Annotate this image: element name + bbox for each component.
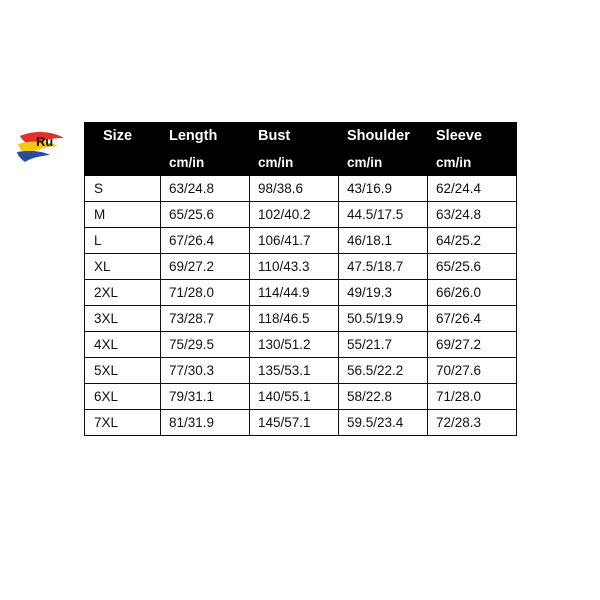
units-cell-size [85, 150, 161, 176]
cell-bust: 130/51.2 [250, 332, 339, 358]
cell-size: M [85, 202, 161, 228]
cell-bust: 114/44.9 [250, 280, 339, 306]
size-chart-table-wrapper [84, 122, 516, 436]
cell-shoulder: 49/19.3 [339, 280, 428, 306]
table-row [85, 280, 517, 306]
cell-bust: 145/57.1 [250, 410, 339, 436]
table-body [85, 176, 517, 436]
units-cell-bust: cm/in [250, 150, 339, 176]
size-chart-table [84, 122, 517, 436]
cell-bust: 110/43.3 [250, 254, 339, 280]
cell-size: L [85, 228, 161, 254]
cell-size: 6XL [85, 384, 161, 410]
table-row [85, 202, 517, 228]
cell-sleeve: 71/28.0 [428, 384, 517, 410]
cell-bust: 140/55.1 [250, 384, 339, 410]
cell-length: 81/31.9 [161, 410, 250, 436]
table-row [85, 228, 517, 254]
cell-shoulder: 46/18.1 [339, 228, 428, 254]
cell-bust: 98/38.6 [250, 176, 339, 202]
units-row [85, 150, 517, 176]
cell-length: 63/24.8 [161, 176, 250, 202]
cell-size: 2XL [85, 280, 161, 306]
cell-length: 71/28.0 [161, 280, 250, 306]
cell-sleeve: 65/25.6 [428, 254, 517, 280]
cell-length: 75/29.5 [161, 332, 250, 358]
table-row [85, 306, 517, 332]
table-row [85, 358, 517, 384]
cell-bust: 102/40.2 [250, 202, 339, 228]
cell-size: XL [85, 254, 161, 280]
column-header-bust: Bust [250, 123, 339, 150]
cell-length: 73/28.7 [161, 306, 250, 332]
cell-shoulder: 55/21.7 [339, 332, 428, 358]
cell-shoulder: 47.5/18.7 [339, 254, 428, 280]
cell-shoulder: 44.5/17.5 [339, 202, 428, 228]
units-cell-shoulder: cm/in [339, 150, 428, 176]
cell-bust: 106/41.7 [250, 228, 339, 254]
cell-shoulder: 59.5/23.4 [339, 410, 428, 436]
units-cell-sleeve: cm/in [428, 150, 517, 176]
cell-size: 4XL [85, 332, 161, 358]
cell-shoulder: 50.5/19.9 [339, 306, 428, 332]
cell-sleeve: 62/24.4 [428, 176, 517, 202]
column-header-length: Length [161, 123, 250, 150]
table-row [85, 254, 517, 280]
table-row [85, 410, 517, 436]
column-header-shoulder: Shoulder [339, 123, 428, 150]
cell-length: 67/26.4 [161, 228, 250, 254]
header-row [85, 123, 517, 150]
brand-wordmark: Ru [36, 134, 53, 149]
cell-sleeve: 66/26.0 [428, 280, 517, 306]
cell-shoulder: 43/16.9 [339, 176, 428, 202]
cell-sleeve: 70/27.6 [428, 358, 517, 384]
cell-length: 79/31.1 [161, 384, 250, 410]
cell-length: 69/27.2 [161, 254, 250, 280]
units-cell-length: cm/in [161, 150, 250, 176]
cell-size: 5XL [85, 358, 161, 384]
column-header-sleeve: Sleeve [428, 123, 517, 150]
table-row [85, 176, 517, 202]
table-head [85, 123, 517, 176]
cell-sleeve: 67/26.4 [428, 306, 517, 332]
cell-length: 65/25.6 [161, 202, 250, 228]
cell-shoulder: 56.5/22.2 [339, 358, 428, 384]
cell-sleeve: 63/24.8 [428, 202, 517, 228]
cell-sleeve: 64/25.2 [428, 228, 517, 254]
column-header-size [85, 123, 161, 150]
cell-size: S [85, 176, 161, 202]
cell-size: 3XL [85, 306, 161, 332]
cell-size: 7XL [85, 410, 161, 436]
table-row [85, 384, 517, 410]
cell-bust: 135/53.1 [250, 358, 339, 384]
cell-sleeve: 69/27.2 [428, 332, 517, 358]
cell-shoulder: 58/22.8 [339, 384, 428, 410]
cell-sleeve: 72/28.3 [428, 410, 517, 436]
column-header-size-label: Size [103, 128, 133, 144]
cell-bust: 118/46.5 [250, 306, 339, 332]
cell-length: 77/30.3 [161, 358, 250, 384]
table-row [85, 332, 517, 358]
